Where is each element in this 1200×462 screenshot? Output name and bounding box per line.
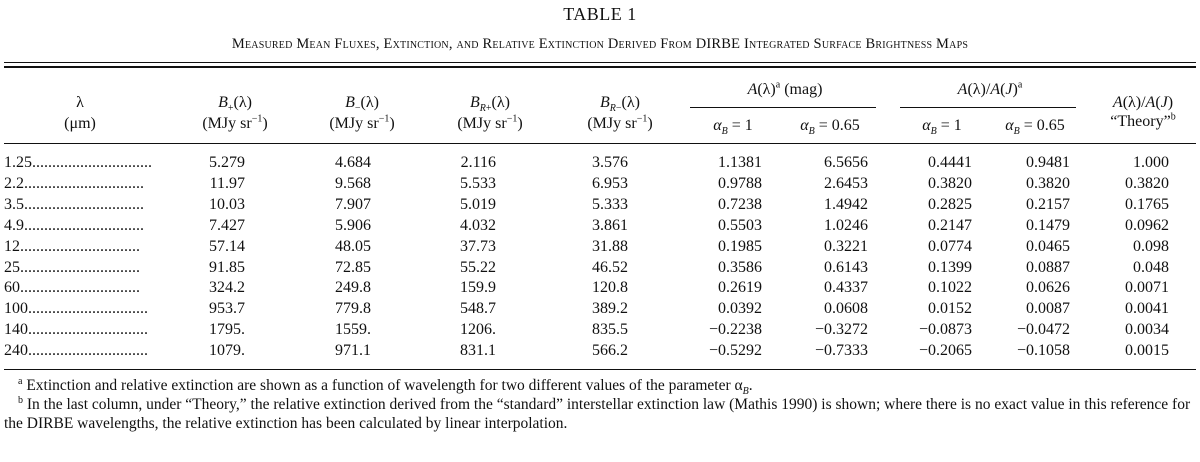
cell-a065: 2.6453 (824, 174, 868, 192)
cell-brplus: 5.533 (460, 174, 496, 192)
cell-brminus: 3.576 (592, 154, 628, 171)
cell-bminus: 7.907 (335, 195, 371, 213)
header-lambda-unit: (μm) (64, 115, 96, 132)
row-label: 240.............................. (4, 342, 148, 360)
row-label: 3.5.............................. (4, 195, 144, 213)
cell-r065: 0.0887 (1026, 258, 1070, 276)
header-a-alpha1: $\alpha_B = 1$ (713, 117, 753, 138)
cell-brminus: 566.2 (592, 342, 628, 360)
table-number: TABLE 1 (563, 4, 637, 24)
cell-r1: 0.0152 (928, 300, 972, 318)
cell-r065: −0.0472 (1016, 321, 1070, 339)
cell-theory: 0.048 (1133, 258, 1169, 276)
header-ratio-group: $A(\lambda)/A(J)^a$ (957, 79, 1023, 98)
row-label: 4.9.............................. (4, 216, 144, 234)
cell-theory: 0.0041 (1125, 300, 1169, 318)
row-label: 140.............................. (4, 321, 148, 339)
cell-bplus: 57.14 (209, 237, 245, 255)
cell-a065: 0.3221 (824, 237, 868, 255)
cell-r065: 0.3820 (1026, 174, 1070, 192)
cell-brplus: 4.032 (460, 216, 496, 234)
cell-bminus: 779.8 (335, 300, 371, 318)
cell-bminus: 4.684 (335, 154, 371, 171)
cell-theory: 0.0034 (1125, 321, 1169, 339)
a-group-rule (690, 107, 876, 108)
cell-brplus: 5.019 (460, 195, 496, 213)
cell-a065: 1.0246 (824, 216, 868, 234)
cell-a065: −0.3272 (814, 321, 868, 339)
cell-brplus: 831.1 (460, 342, 496, 360)
cell-bminus: 971.1 (335, 342, 371, 360)
header-brminus-unit: (MJy $sr^{-1}$) (587, 113, 653, 132)
cell-brminus: 31.88 (592, 237, 628, 255)
footnote-b: $^b$ In the last column, under “Theory,” the relative extinction derived from the “standard” interstellar extinction law (Mathis 1990) is shown; where there is no exact value in this reference for the DIRBE wavelengths, the relative extinction has been calculated by linear interpolation. (4, 394, 1191, 432)
cell-a1: 0.3586 (718, 258, 762, 276)
cell-bplus: 1795. (209, 321, 245, 339)
cell-theory: 0.0071 (1125, 279, 1169, 297)
header-theory: A(λ)/A(J) (1112, 94, 1174, 111)
row-label: 100.............................. (4, 300, 148, 318)
header-brminus: $B_{R-}(\lambda)$ (600, 94, 640, 115)
top-rule-1 (4, 62, 1196, 63)
cell-bplus: 324.2 (209, 279, 245, 297)
cell-a1: 0.9788 (718, 174, 762, 192)
row-label: 12.............................. (4, 237, 140, 255)
cell-a1: 0.0392 (718, 300, 762, 318)
cell-brplus: 55.22 (460, 258, 496, 276)
header-a-alpha065: $\alpha_B = 0.65$ (800, 117, 860, 138)
header-a-group: $A(\lambda)^a$ (mag) (747, 79, 823, 98)
cell-theory: 1.000 (1133, 154, 1169, 171)
header-ratio-alpha1: $\alpha_B = 1$ (922, 117, 962, 138)
header-brplus: $B_{R+}(\lambda)$ (470, 94, 510, 115)
cell-brminus: 5.333 (592, 195, 628, 213)
cell-a065: 1.4942 (824, 195, 868, 213)
cell-r065: 0.9481 (1026, 154, 1070, 171)
cell-bplus: 91.85 (209, 258, 245, 276)
header-bminus-unit: (MJy $sr^{-1}$) (329, 113, 395, 132)
cell-bminus: 72.85 (335, 258, 371, 276)
cell-r065: −0.1058 (1016, 342, 1070, 360)
header-brplus-unit: (MJy $sr^{-1}$) (457, 113, 523, 132)
cell-theory: 0.3820 (1125, 174, 1169, 192)
bottom-rule (4, 369, 1196, 370)
cell-brplus: 2.116 (460, 154, 496, 171)
cell-a065: 0.0608 (824, 300, 868, 318)
cell-bminus: 249.8 (335, 279, 371, 297)
header-theory-label: “Theory”$^b$ (1110, 111, 1176, 130)
cell-r1: −0.2065 (918, 342, 972, 360)
header-bminus: $B_-(\lambda)$ (345, 94, 379, 115)
cell-r1: 0.2147 (928, 216, 972, 234)
cell-bminus: 5.906 (335, 216, 371, 234)
cell-bplus: 1079. (209, 342, 245, 360)
cell-brminus: 389.2 (592, 300, 628, 318)
row-label: 25.............................. (4, 258, 140, 276)
cell-a1: 0.2619 (718, 279, 762, 297)
cell-a1: −0.5292 (708, 342, 762, 360)
cell-brplus: 548.7 (460, 300, 496, 318)
cell-a1: 1.1381 (718, 154, 762, 171)
cell-brplus: 1206. (460, 321, 496, 339)
cell-bplus: 953.7 (209, 300, 245, 318)
cell-brminus: 120.8 (592, 279, 628, 297)
cell-bminus: 1559. (335, 321, 371, 339)
cell-brplus: 159.9 (460, 279, 496, 297)
header-ratio-alpha065: $\alpha_B = 0.65$ (1005, 117, 1065, 138)
cell-bplus: 5.279 (209, 154, 245, 171)
cell-r065: 0.2157 (1026, 195, 1070, 213)
cell-bplus: 11.97 (209, 174, 245, 192)
cell-r1: −0.0873 (918, 321, 972, 339)
header-lambda: λ (76, 94, 84, 111)
cell-a1: −0.2238 (708, 321, 762, 339)
row-label: 2.2.............................. (4, 174, 144, 192)
cell-bplus: 7.427 (209, 216, 245, 234)
cell-r1: 0.3820 (928, 174, 972, 192)
footnote-a: $^a$ Extinction and relative extinction are shown as a function of wavelength for two different values of the parameter $\alpha_B$. (18, 375, 753, 398)
ratio-group-rule (900, 107, 1076, 108)
footnotes (4, 376, 1196, 433)
cell-bplus: 10.03 (209, 195, 245, 213)
cell-theory: 0.0015 (1125, 342, 1169, 360)
cell-r1: 0.0774 (928, 237, 972, 255)
cell-r065: 0.1479 (1026, 216, 1070, 234)
cell-brminus: 835.5 (592, 321, 628, 339)
cell-bminus: 48.05 (335, 237, 371, 255)
cell-theory: 0.0962 (1125, 216, 1169, 234)
cell-theory: 0.1765 (1125, 195, 1169, 213)
cell-theory: 0.098 (1133, 237, 1169, 255)
cell-brminus: 3.861 (592, 216, 628, 234)
cell-r1: 0.1022 (928, 279, 972, 297)
cell-r1: 0.4441 (928, 154, 972, 171)
cell-a1: 0.7238 (718, 195, 762, 213)
cell-a1: 0.5503 (718, 216, 762, 234)
cell-a065: −0.7333 (814, 342, 868, 360)
cell-r065: 0.0087 (1026, 300, 1070, 318)
cell-r1: 0.2825 (928, 195, 972, 213)
cell-brminus: 6.953 (592, 174, 628, 192)
table-caption: Measured Mean Fluxes, Extinction, and Relative Extinction Derived From DIRBE Integrated Surface Brightness Maps (231, 36, 969, 52)
top-rule-2 (4, 66, 1196, 68)
header-bplus-unit: (MJy $sr^{-1}$) (202, 113, 268, 132)
cell-r065: 0.0465 (1026, 237, 1070, 255)
header-bplus: $B_+(\lambda)$ (218, 94, 252, 115)
header-bottom-rule (4, 143, 1196, 144)
cell-a1: 0.1985 (718, 237, 762, 255)
cell-a065: 0.4337 (824, 279, 868, 297)
cell-a065: 6.5656 (824, 154, 868, 171)
cell-brminus: 46.52 (592, 258, 628, 276)
cell-brplus: 37.73 (460, 237, 496, 255)
cell-r065: 0.0626 (1026, 279, 1070, 297)
row-label: 60.............................. (4, 279, 140, 297)
cell-a065: 0.6143 (824, 258, 868, 276)
row-label: 1.25.............................. (4, 154, 152, 171)
cell-r1: 0.1399 (928, 258, 972, 276)
cell-bminus: 9.568 (335, 174, 371, 192)
